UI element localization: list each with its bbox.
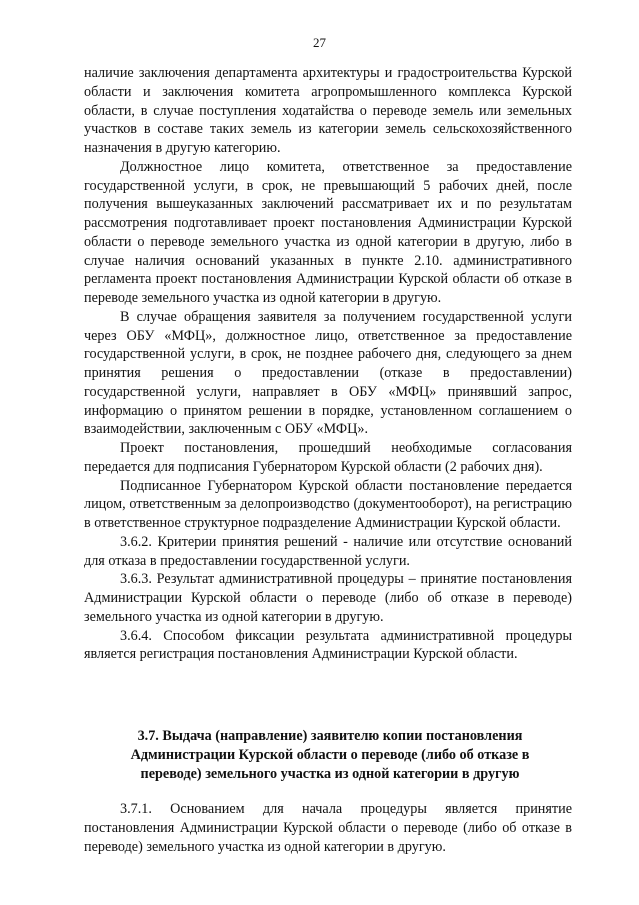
paragraph-3-6-4: 3.6.4. Способом фиксации результата административной процедуры является регистрация постановления Администрации Курской области. <box>84 627 572 663</box>
paragraph-3-6-2: 3.6.2. Критерии принятия решений - наличие или отсутствие оснований для отказа в предоставлении государственной услуги. <box>84 533 572 569</box>
paragraph-continuation: наличие заключения департамента архитектуры и градостроительства Курской области и заключения комитета агропромышленного комплекса Курской области, в случае поступления ходатайства о переводе земель или земельных участков в составе таких земель из категории земель сельскохозяйственного назначения в другую категорию. <box>84 65 572 156</box>
paragraph-draft-signing: Проект постановления, прошедший необходимые согласования передается для подписания Губернатором Курской области (2 рабочих дня). <box>84 440 572 475</box>
paragraph-signed-registration: Подписанное Губернатором Курской области постановление передается лицом, ответственным за делопроизводство (документооборот), на регистрацию в ответственное структурное подразделение Администрации Курской области. <box>84 477 572 531</box>
section-body <box>84 800 572 856</box>
page-number: 27 <box>313 35 326 50</box>
section-heading-3-7: 3.7. Выдача (направление) заявителю копии постановления Администрации Курской области о переводе (либо об отказе в переводе) земельного участка из одной категории в другую <box>130 728 530 782</box>
paragraph-3-7-1: 3.7.1. Основанием для начала процедуры является принятие постановления Администрации Курской области о переводе (либо об отказе в переводе) земельного участка из одной категории в другую. <box>84 801 572 855</box>
paragraph-3-6-3: 3.6.3. Результат административной процедуры – принятие постановления Администрации Курской области о переводе (либо об отказе в переводе) земельного участка из одной категории в другую. <box>84 571 572 625</box>
paragraph-mfc-request: В случае обращения заявителя за получением государственной услуги через ОБУ «МФЦ», должностное лицо, ответственное за предоставление государственной услуги, в срок, не позднее рабочего дня, следующего за днем принятия решения о предоставлении (отказе в предоставлении) государственной услуги, направляет в ОБУ «МФЦ» принявший запрос, информацию о принятом решении в порядке, установленном соглашением о взаимодействии, заключенным с ОБУ «МФЦ». <box>84 308 572 438</box>
body-text <box>84 64 572 664</box>
paragraph-official-review: Должностное лицо комитета, ответственное за предоставление государственной услуги, в срок, не превышающий 5 рабочих дней, после получения вышеуказанных заключений рассматривает их и по результатам рассмотрения подготавливает проект постановления Администрации Курской области о переводе земельного участка из одной категории в другую, либо в случае наличия оснований указанных в пункте 2.10. административного регламента проект постановления Администрации Курской области об отказе в переводе земельного участка из одной категории в другую. <box>84 158 572 306</box>
